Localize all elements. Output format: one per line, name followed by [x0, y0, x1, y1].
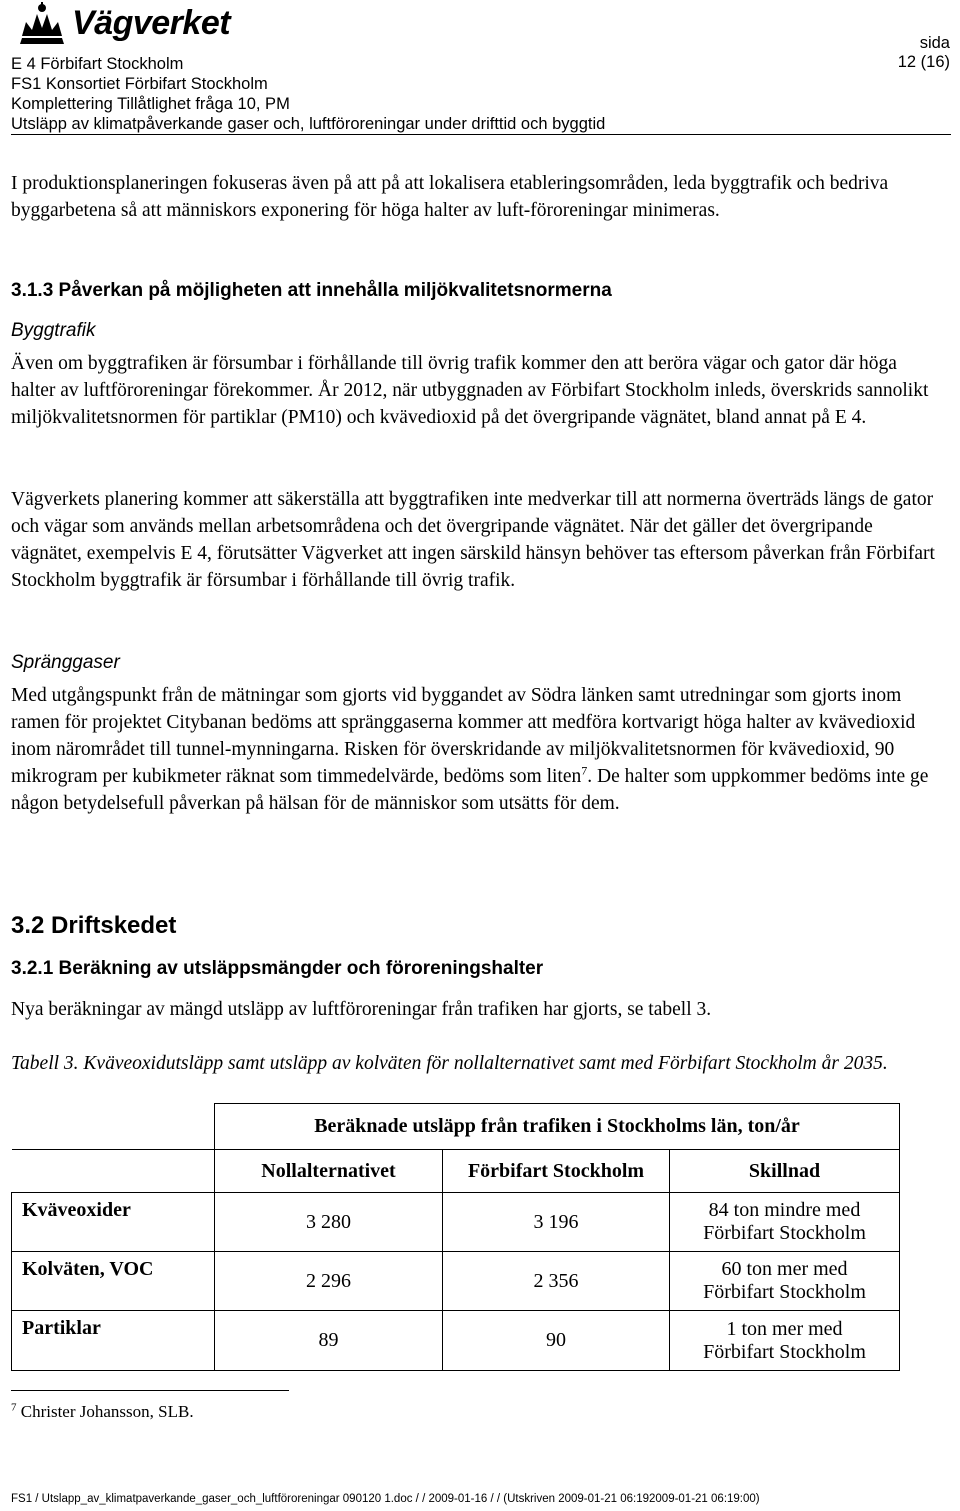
byggtrafik-paragraph-2: Vägverkets planering kommer att säkerställa att byggtrafiken inte medverkar till att normerna överträds längs de gator och vägar som används mellan arbetsområdena och det övergripande vägnätet. När det gäller det övergripande vägnätet, exempelvis E 4, förutsätter Vägverket att ingen särskild hänsyn behöver tas eftersom påverkan från Förbifart Stockholm byggtrafik är försumbar i förhållande till övrig trafik. — [11, 489, 935, 591]
footnote-rule — [11, 1390, 289, 1391]
cell-diff-line1: 1 ton mer med — [726, 1317, 843, 1340]
row-label: Kolväten, VOC — [12, 1252, 215, 1311]
heading-3-2: 3.2 Driftskedet — [11, 912, 177, 939]
cell-noll: 2 296 — [215, 1252, 443, 1311]
cell-noll: 89 — [215, 1311, 443, 1371]
cell-diff-line1: 84 ton mindre med — [708, 1199, 861, 1221]
footnote-ref: 7 — [581, 763, 588, 778]
page-label: sida — [919, 34, 950, 52]
vagverket-crown-logo — [12, 0, 72, 50]
table-row — [12, 1252, 900, 1311]
cell-fs: 2 356 — [443, 1252, 670, 1311]
footnote-number: 7 — [11, 1401, 17, 1414]
cell-diff-line1: 60 ton mer med — [721, 1258, 848, 1280]
cell-diff — [670, 1311, 900, 1371]
cell-diff — [670, 1193, 900, 1252]
cell-diff-line2: Förbifart Stockholm — [703, 1281, 866, 1303]
cell-fs: 90 — [443, 1311, 670, 1371]
header-project: E 4 Förbifart Stockholm — [11, 55, 184, 73]
row-label: Partiklar — [12, 1311, 215, 1371]
header-consortium: FS1 Konsortiet Förbifart Stockholm — [11, 75, 268, 93]
column-header-forbifart: Förbifart Stockholm — [443, 1150, 670, 1193]
column-header-skillnad: Skillnad — [670, 1150, 900, 1193]
subheading-byggtrafik: Byggtrafik — [11, 320, 96, 341]
table-row — [12, 1193, 900, 1252]
cell-diff-line2: Förbifart Stockholm — [703, 1222, 866, 1244]
table-caption: Tabell 3. Kväveoxidutsläpp samt utsläpp av kolväten för nollalternativet samt med Förbifart Stockholm år 2035. — [11, 1053, 888, 1074]
cell-fs: 3 196 — [443, 1193, 670, 1252]
header-subject: Utsläpp av klimatpåverkande gaser och, luftföroreningar under drifttid och byggtid — [11, 115, 606, 133]
byggtrafik-paragraph-1: Även om byggtrafiken är försumbar i förhållande till övrig trafik kommer den att beröra vägar och gator där höga halter av luftföroreningar förekommer. År 2012, när utbyggnaden av Förbifart Stockholm inleds, överskrids sannolikt miljökvalitetsnormen för partiklar (PM10) och kvävedioxid på det övergripande vägnätet, bland annat på E 4. — [11, 353, 929, 428]
column-header-nollalternativet: Nollalternativet — [215, 1150, 443, 1193]
spranggaser-text-a: Med utgångspunkt från de mätningar som gjorts vid byggandet av Södra länken samt utredningar som gjorts inom ramen för projektet Citybanan bedöms att spränggaserna kommer att medföra kortvarigt höga halter av kvävedioxid inom närområdet till tunnel-mynningarna. Risken för överskridande av miljökvalitetsnormen för kvävedioxid, 90 mikrogram per kubikmeter räknat som timmedelvärde, bedöms som liten — [11, 685, 916, 787]
footnote — [11, 1402, 194, 1422]
emissions-table — [11, 1103, 900, 1371]
table-title: Beräknade utsläpp från trafiken i Stockholms län, ton/år — [215, 1104, 900, 1150]
driftskedet-paragraph: Nya beräkningar av mängd utsläpp av luftföroreningar från trafiken har gjorts, se tabell 3. — [11, 999, 712, 1020]
page-number: 12 (16) — [897, 53, 950, 71]
spranggaser-paragraph — [11, 682, 946, 817]
heading-3-2-1: 3.2.1 Beräkning av utsläppsmängder och föroreningshalter — [11, 958, 544, 979]
page-footer: FS1 / Utslapp_av_klimatpaverkande_gaser_och_luftföroreningar 090120 1.doc / / 2009-01-16 / / (Utskriven 2009-01-21 06:192009-01-21 06:19:00) — [11, 1493, 760, 1505]
table-corner-2 — [12, 1150, 215, 1193]
subheading-spranggaser: Spränggaser — [11, 652, 120, 673]
header-rule — [11, 134, 951, 135]
spranggaser-text-b: . De halter som uppkommer bedöms inte ge någon betydelsefull påverkan på hälsan för de människor som utsätts för dem. — [11, 766, 929, 814]
cell-diff-line2: Förbifart Stockholm — [703, 1340, 866, 1363]
vagverket-logo-text: Vägverket — [72, 4, 231, 42]
heading-3-1-3: 3.1.3 Påverkan på möjligheten att innehålla miljökvalitetsnormerna — [11, 280, 612, 301]
cell-diff — [670, 1252, 900, 1311]
row-label: Kväveoxider — [12, 1193, 215, 1252]
table-row — [12, 1311, 900, 1371]
header-document: Komplettering Tillåtlighet fråga 10, PM — [11, 95, 290, 113]
intro-paragraph: I produktionsplaneringen fokuseras även på att på att lokalisera etableringsområden, leda byggtrafik och bedriva byggarbetena så att människors exponering för höga halter av luft-föroreningar minimeras. — [11, 173, 889, 221]
footnote-text: Christer Johansson, SLB. — [16, 1402, 194, 1421]
cell-noll: 3 280 — [215, 1193, 443, 1252]
table-corner — [12, 1104, 215, 1150]
